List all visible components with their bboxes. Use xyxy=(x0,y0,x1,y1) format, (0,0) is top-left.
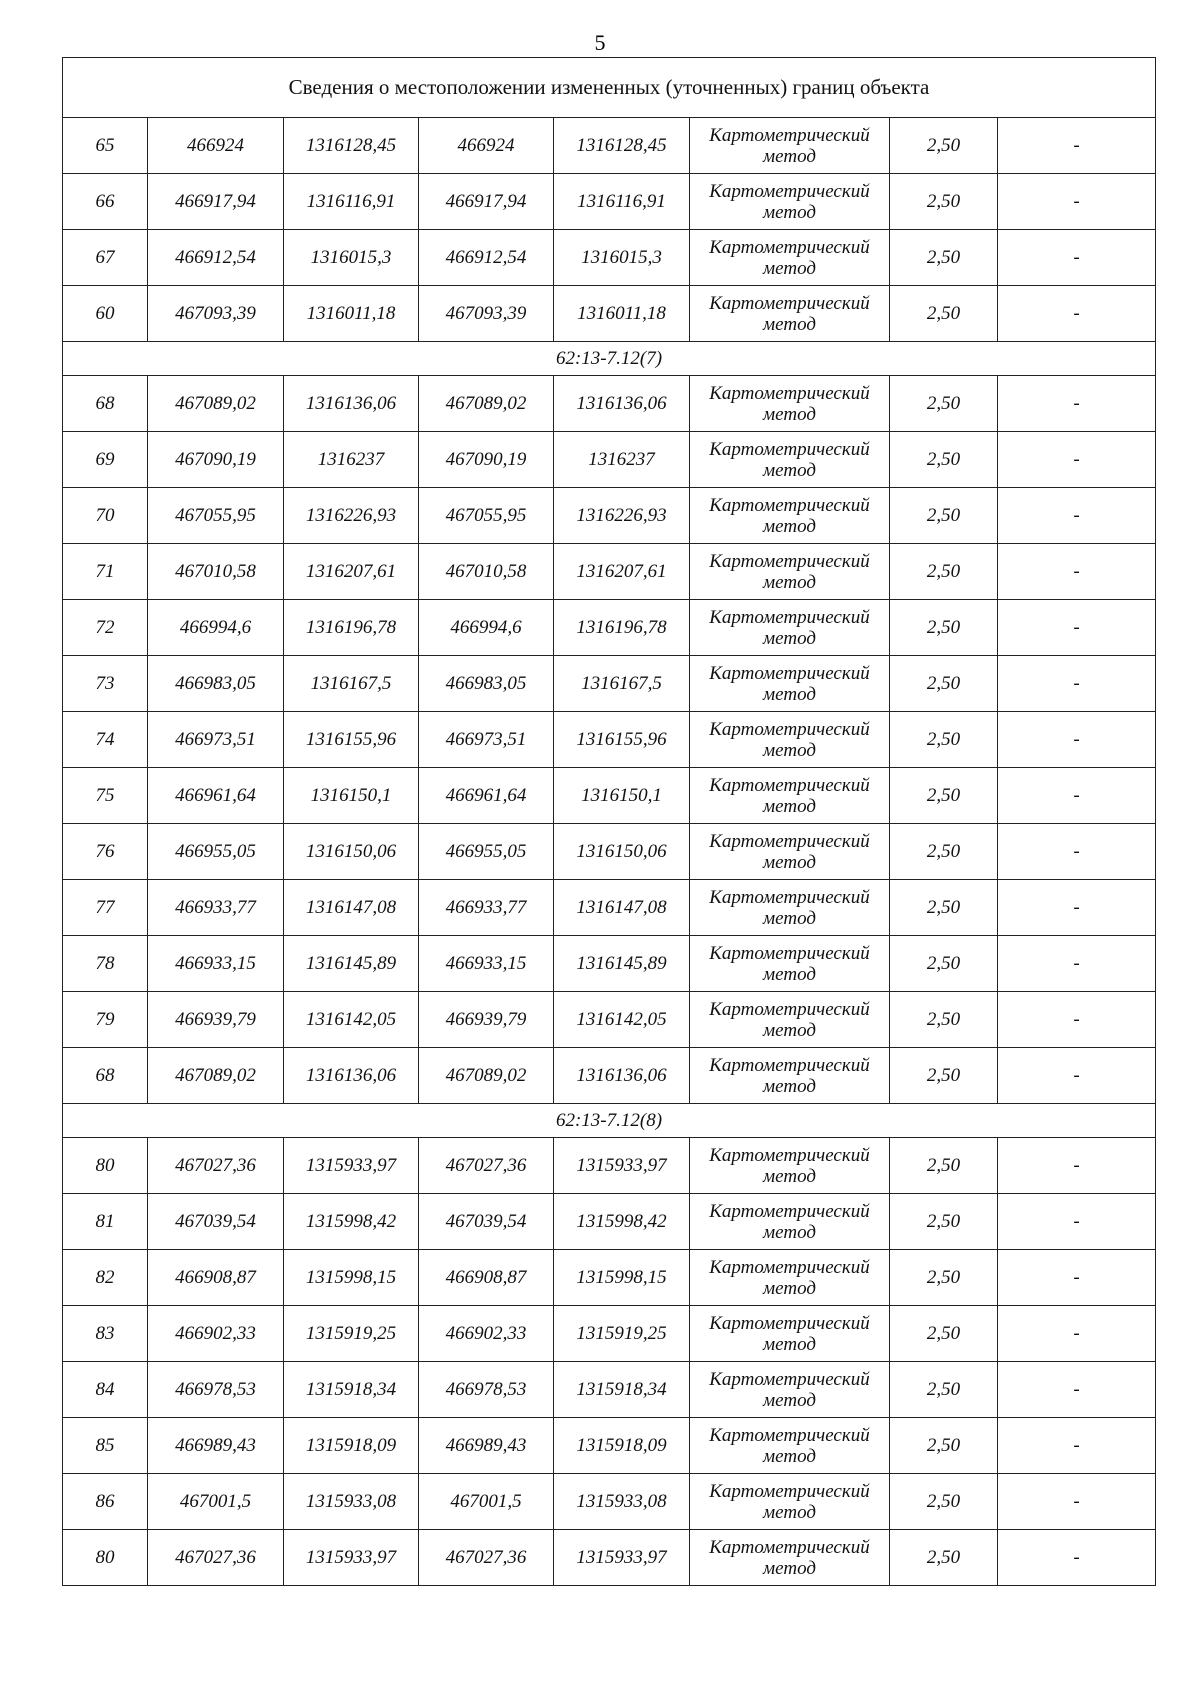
cell-new-y: 1315998,42 xyxy=(554,1194,690,1250)
cell-point-number: 69 xyxy=(63,432,148,488)
cell-precision: 2,50 xyxy=(890,1250,998,1306)
cell-old-x: 467010,58 xyxy=(148,544,284,600)
cell-description: - xyxy=(998,768,1156,824)
table-row xyxy=(63,600,1156,656)
cell-old-x: 466912,54 xyxy=(148,230,284,286)
cell-method: Картометрический метод xyxy=(690,656,890,712)
cell-point-number: 84 xyxy=(63,1362,148,1418)
table-row xyxy=(63,488,1156,544)
cell-precision: 2,50 xyxy=(890,174,998,230)
cell-new-y: 1316150,1 xyxy=(554,768,690,824)
table-row xyxy=(63,432,1156,488)
cell-old-x: 467093,39 xyxy=(148,286,284,342)
cell-new-x: 466955,05 xyxy=(419,824,554,880)
cell-description: - xyxy=(998,1250,1156,1306)
cell-method: Картометрический метод xyxy=(690,1530,890,1586)
table-row xyxy=(63,376,1156,432)
cell-new-y: 1316147,08 xyxy=(554,880,690,936)
table-row xyxy=(63,1138,1156,1194)
cell-new-y: 1316015,3 xyxy=(554,230,690,286)
cell-old-y: 1315918,09 xyxy=(284,1418,419,1474)
cell-old-x: 466908,87 xyxy=(148,1250,284,1306)
cell-point-number: 68 xyxy=(63,1048,148,1104)
cell-old-x: 467027,36 xyxy=(148,1530,284,1586)
cell-old-x: 466902,33 xyxy=(148,1306,284,1362)
cell-new-y: 1316207,61 xyxy=(554,544,690,600)
cell-method: Картометрический метод xyxy=(690,1250,890,1306)
cell-point-number: 75 xyxy=(63,768,148,824)
cell-precision: 2,50 xyxy=(890,656,998,712)
cell-method: Картометрический метод xyxy=(690,376,890,432)
table-row xyxy=(63,1194,1156,1250)
table-row xyxy=(63,286,1156,342)
cell-old-y: 1316147,08 xyxy=(284,880,419,936)
cell-new-y: 1316136,06 xyxy=(554,376,690,432)
cell-new-y: 1316155,96 xyxy=(554,712,690,768)
cell-description: - xyxy=(998,1138,1156,1194)
cell-precision: 2,50 xyxy=(890,936,998,992)
cell-old-x: 466917,94 xyxy=(148,174,284,230)
cell-precision: 2,50 xyxy=(890,992,998,1048)
cell-point-number: 73 xyxy=(63,656,148,712)
cell-method: Картометрический метод xyxy=(690,230,890,286)
cell-old-y: 1316142,05 xyxy=(284,992,419,1048)
cell-new-x: 466961,64 xyxy=(419,768,554,824)
cell-description: - xyxy=(998,1530,1156,1586)
cell-new-x: 467027,36 xyxy=(419,1138,554,1194)
cell-precision: 2,50 xyxy=(890,1194,998,1250)
cell-description: - xyxy=(998,286,1156,342)
cell-method: Картометрический метод xyxy=(690,1362,890,1418)
cell-new-y: 1316128,45 xyxy=(554,118,690,174)
cell-description: - xyxy=(998,230,1156,286)
cell-description: - xyxy=(998,1418,1156,1474)
cell-old-y: 1316150,1 xyxy=(284,768,419,824)
cell-description: - xyxy=(998,1048,1156,1104)
cell-precision: 2,50 xyxy=(890,712,998,768)
cell-new-x: 467039,54 xyxy=(419,1194,554,1250)
cell-new-x: 466902,33 xyxy=(419,1306,554,1362)
cell-old-x: 466924 xyxy=(148,118,284,174)
cell-method: Картометрический метод xyxy=(690,1048,890,1104)
cell-description: - xyxy=(998,432,1156,488)
cell-old-x: 466961,64 xyxy=(148,768,284,824)
cell-description: - xyxy=(998,1474,1156,1530)
cell-new-y: 1316150,06 xyxy=(554,824,690,880)
cell-new-x: 467090,19 xyxy=(419,432,554,488)
cell-method: Картометрический метод xyxy=(690,824,890,880)
cell-description: - xyxy=(998,1306,1156,1362)
cell-new-x: 466908,87 xyxy=(419,1250,554,1306)
cell-old-x: 467027,36 xyxy=(148,1138,284,1194)
cell-precision: 2,50 xyxy=(890,432,998,488)
cell-new-y: 1316011,18 xyxy=(554,286,690,342)
cell-point-number: 79 xyxy=(63,992,148,1048)
table-row xyxy=(63,656,1156,712)
table-row xyxy=(63,1306,1156,1362)
cell-point-number: 85 xyxy=(63,1418,148,1474)
table-title: Сведения о местоположении измененных (уточненных) границ объекта xyxy=(63,58,1156,118)
cell-old-x: 466983,05 xyxy=(148,656,284,712)
cell-method: Картометрический метод xyxy=(690,174,890,230)
cell-new-x: 466978,53 xyxy=(419,1362,554,1418)
cell-precision: 2,50 xyxy=(890,1530,998,1586)
cell-precision: 2,50 xyxy=(890,1362,998,1418)
section-header-row xyxy=(63,1104,1156,1138)
cell-old-x: 467039,54 xyxy=(148,1194,284,1250)
table-body xyxy=(63,58,1156,1586)
cell-new-x: 467089,02 xyxy=(419,1048,554,1104)
cell-new-y: 1315919,25 xyxy=(554,1306,690,1362)
cell-description: - xyxy=(998,544,1156,600)
cell-method: Картометрический метод xyxy=(690,286,890,342)
cell-point-number: 80 xyxy=(63,1138,148,1194)
cell-method: Картометрический метод xyxy=(690,1138,890,1194)
cell-description: - xyxy=(998,600,1156,656)
table-row xyxy=(63,768,1156,824)
cell-new-y: 1316145,89 xyxy=(554,936,690,992)
cell-old-x: 467090,19 xyxy=(148,432,284,488)
cell-old-x: 466973,51 xyxy=(148,712,284,768)
cell-method: Картометрический метод xyxy=(690,600,890,656)
cell-new-x: 467010,58 xyxy=(419,544,554,600)
cell-new-x: 467089,02 xyxy=(419,376,554,432)
cell-description: - xyxy=(998,880,1156,936)
cell-description: - xyxy=(998,1362,1156,1418)
table-row xyxy=(63,1048,1156,1104)
cell-new-y: 1315918,34 xyxy=(554,1362,690,1418)
cell-new-x: 466973,51 xyxy=(419,712,554,768)
cell-old-x: 466933,15 xyxy=(148,936,284,992)
cell-new-y: 1316167,5 xyxy=(554,656,690,712)
cell-new-x: 466989,43 xyxy=(419,1418,554,1474)
cell-precision: 2,50 xyxy=(890,1306,998,1362)
cell-new-y: 1315918,09 xyxy=(554,1418,690,1474)
cell-old-y: 1316155,96 xyxy=(284,712,419,768)
cell-old-y: 1316015,3 xyxy=(284,230,419,286)
cell-description: - xyxy=(998,174,1156,230)
cell-old-x: 466994,6 xyxy=(148,600,284,656)
table-row xyxy=(63,936,1156,992)
cell-precision: 2,50 xyxy=(890,376,998,432)
cell-point-number: 72 xyxy=(63,600,148,656)
cell-old-x: 466933,77 xyxy=(148,880,284,936)
cell-method: Картометрический метод xyxy=(690,712,890,768)
cell-new-y: 1315933,97 xyxy=(554,1530,690,1586)
table-row xyxy=(63,230,1156,286)
cell-new-x: 466924 xyxy=(419,118,554,174)
cell-old-x: 467089,02 xyxy=(148,376,284,432)
cell-old-y: 1316116,91 xyxy=(284,174,419,230)
cell-point-number: 86 xyxy=(63,1474,148,1530)
cell-old-y: 1316011,18 xyxy=(284,286,419,342)
cell-new-x: 466939,79 xyxy=(419,992,554,1048)
cell-precision: 2,50 xyxy=(890,488,998,544)
cell-description: - xyxy=(998,118,1156,174)
cell-old-y: 1315919,25 xyxy=(284,1306,419,1362)
cell-old-x: 466939,79 xyxy=(148,992,284,1048)
cell-point-number: 68 xyxy=(63,376,148,432)
cell-point-number: 74 xyxy=(63,712,148,768)
cell-method: Картометрический метод xyxy=(690,118,890,174)
cell-old-x: 466978,53 xyxy=(148,1362,284,1418)
cell-old-y: 1316196,78 xyxy=(284,600,419,656)
section-label: 62:13-7.12(8) xyxy=(63,1104,1156,1138)
table-row xyxy=(63,712,1156,768)
table-row xyxy=(63,1474,1156,1530)
cell-precision: 2,50 xyxy=(890,286,998,342)
table-row xyxy=(63,880,1156,936)
cell-method: Картометрический метод xyxy=(690,768,890,824)
cell-new-y: 1316237 xyxy=(554,432,690,488)
cell-point-number: 78 xyxy=(63,936,148,992)
boundary-coordinates-table xyxy=(62,57,1156,1586)
cell-precision: 2,50 xyxy=(890,880,998,936)
cell-description: - xyxy=(998,1194,1156,1250)
cell-old-y: 1315918,34 xyxy=(284,1362,419,1418)
cell-new-y: 1316136,06 xyxy=(554,1048,690,1104)
cell-point-number: 60 xyxy=(63,286,148,342)
cell-point-number: 81 xyxy=(63,1194,148,1250)
table-row xyxy=(63,1418,1156,1474)
table-row xyxy=(63,544,1156,600)
cell-precision: 2,50 xyxy=(890,824,998,880)
cell-description: - xyxy=(998,376,1156,432)
cell-new-x: 467027,36 xyxy=(419,1530,554,1586)
cell-new-x: 466933,77 xyxy=(419,880,554,936)
cell-point-number: 83 xyxy=(63,1306,148,1362)
cell-precision: 2,50 xyxy=(890,1048,998,1104)
cell-method: Картометрический метод xyxy=(690,880,890,936)
cell-old-y: 1316128,45 xyxy=(284,118,419,174)
cell-method: Картометрический метод xyxy=(690,1306,890,1362)
cell-new-x: 466917,94 xyxy=(419,174,554,230)
page-number: 5 xyxy=(594,30,606,55)
cell-new-y: 1316226,93 xyxy=(554,488,690,544)
cell-description: - xyxy=(998,488,1156,544)
cell-new-x: 466912,54 xyxy=(419,230,554,286)
cell-precision: 2,50 xyxy=(890,600,998,656)
table-title-row xyxy=(63,58,1156,118)
cell-precision: 2,50 xyxy=(890,1138,998,1194)
cell-new-x: 466994,6 xyxy=(419,600,554,656)
cell-new-x: 467001,5 xyxy=(419,1474,554,1530)
section-header-row xyxy=(63,342,1156,376)
cell-new-y: 1316142,05 xyxy=(554,992,690,1048)
section-label: 62:13-7.12(7) xyxy=(63,342,1156,376)
cell-method: Картометрический метод xyxy=(690,936,890,992)
cell-old-y: 1315933,97 xyxy=(284,1530,419,1586)
cell-precision: 2,50 xyxy=(890,1418,998,1474)
cell-point-number: 70 xyxy=(63,488,148,544)
table-row xyxy=(63,992,1156,1048)
cell-precision: 2,50 xyxy=(890,544,998,600)
table-row xyxy=(63,1362,1156,1418)
cell-description: - xyxy=(998,992,1156,1048)
cell-description: - xyxy=(998,712,1156,768)
table-row xyxy=(63,1250,1156,1306)
cell-point-number: 82 xyxy=(63,1250,148,1306)
cell-method: Картометрический метод xyxy=(690,992,890,1048)
cell-new-x: 467055,95 xyxy=(419,488,554,544)
cell-point-number: 76 xyxy=(63,824,148,880)
cell-new-x: 467093,39 xyxy=(419,286,554,342)
table-row xyxy=(63,824,1156,880)
cell-old-y: 1316226,93 xyxy=(284,488,419,544)
cell-old-y: 1315933,08 xyxy=(284,1474,419,1530)
cell-precision: 2,50 xyxy=(890,768,998,824)
cell-new-y: 1315998,15 xyxy=(554,1250,690,1306)
cell-old-y: 1315933,97 xyxy=(284,1138,419,1194)
cell-precision: 2,50 xyxy=(890,1474,998,1530)
cell-old-y: 1316150,06 xyxy=(284,824,419,880)
cell-new-y: 1315933,08 xyxy=(554,1474,690,1530)
cell-description: - xyxy=(998,936,1156,992)
table-row xyxy=(63,174,1156,230)
cell-old-x: 467055,95 xyxy=(148,488,284,544)
cell-point-number: 80 xyxy=(63,1530,148,1586)
cell-precision: 2,50 xyxy=(890,118,998,174)
cell-description: - xyxy=(998,824,1156,880)
cell-method: Картометрический метод xyxy=(690,1194,890,1250)
cell-point-number: 67 xyxy=(63,230,148,286)
cell-method: Картометрический метод xyxy=(690,544,890,600)
cell-old-y: 1315998,15 xyxy=(284,1250,419,1306)
cell-point-number: 65 xyxy=(63,118,148,174)
cell-new-y: 1315933,97 xyxy=(554,1138,690,1194)
cell-old-y: 1316207,61 xyxy=(284,544,419,600)
table-row xyxy=(63,118,1156,174)
cell-new-x: 466983,05 xyxy=(419,656,554,712)
cell-method: Картометрический метод xyxy=(690,1418,890,1474)
cell-old-y: 1316145,89 xyxy=(284,936,419,992)
cell-new-x: 466933,15 xyxy=(419,936,554,992)
cell-method: Картометрический метод xyxy=(690,432,890,488)
cell-method: Картометрический метод xyxy=(690,488,890,544)
cell-old-y: 1315998,42 xyxy=(284,1194,419,1250)
cell-old-y: 1316136,06 xyxy=(284,1048,419,1104)
cell-old-y: 1316237 xyxy=(284,432,419,488)
cell-old-y: 1316136,06 xyxy=(284,376,419,432)
cell-point-number: 66 xyxy=(63,174,148,230)
cell-old-x: 467089,02 xyxy=(148,1048,284,1104)
table-row xyxy=(63,1530,1156,1586)
cell-point-number: 71 xyxy=(63,544,148,600)
cell-method: Картометрический метод xyxy=(690,1474,890,1530)
cell-old-y: 1316167,5 xyxy=(284,656,419,712)
cell-precision: 2,50 xyxy=(890,230,998,286)
cell-old-x: 467001,5 xyxy=(148,1474,284,1530)
cell-old-x: 466955,05 xyxy=(148,824,284,880)
cell-old-x: 466989,43 xyxy=(148,1418,284,1474)
cell-point-number: 77 xyxy=(63,880,148,936)
cell-description: - xyxy=(998,656,1156,712)
cell-new-y: 1316196,78 xyxy=(554,600,690,656)
cell-new-y: 1316116,91 xyxy=(554,174,690,230)
